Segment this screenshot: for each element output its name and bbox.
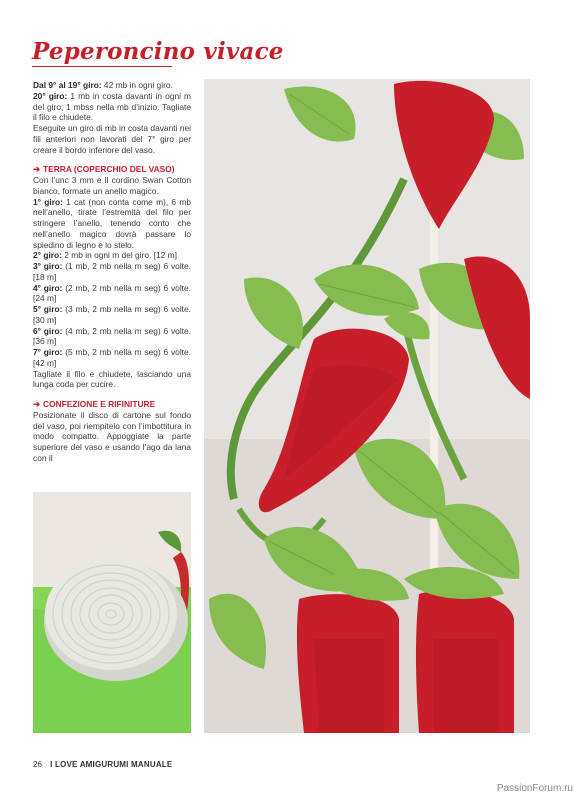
section-heading-text: CONFEZIONE E RIFINITURE bbox=[43, 399, 156, 409]
arrow-right-icon: ➔ bbox=[33, 164, 41, 175]
paragraph: Tagliate il filo e chiudete, lasciando una lunga coda per cucire. bbox=[33, 368, 191, 390]
round-label: 1° giro: bbox=[33, 196, 63, 207]
round-label: 7° giro: bbox=[33, 347, 63, 357]
paragraph bbox=[33, 197, 191, 251]
round-text: 1 cat (non conta come m), 6 mb nell’anello, tirate l’estremità del filo per stringere l’anello, tenendo conto che nell’anello magico dovrà passare lo spiedino di legno e lo stelo. bbox=[33, 196, 191, 250]
round-text: (2 mb, 2 mb nella m seg) 6 volte. [24 m] bbox=[33, 282, 191, 304]
photo-chili-plant bbox=[204, 79, 530, 733]
paragraph bbox=[33, 326, 191, 348]
round-text: 42 mb in ogni giro. bbox=[101, 80, 173, 90]
round-label: 3° giro: bbox=[33, 261, 63, 271]
paragraph: Posizionate il disco di cartone sul fondo del vaso, poi riempitelo con l’imbottitura in modo compatto. Appoggiate la parte superiore del vaso e usando l’ago da lana con il bbox=[33, 409, 191, 463]
round-label: 2° giro: bbox=[33, 250, 62, 261]
chili-plant-illustration bbox=[204, 79, 530, 733]
section-heading-terra bbox=[33, 164, 191, 175]
paragraph: Eseguite un giro di mb in costa davanti nei fili anteriori non lavorati del 7° giro per creare il bordo inferiore del vaso. bbox=[33, 123, 191, 155]
page-footer bbox=[33, 760, 172, 769]
paragraph bbox=[33, 347, 191, 369]
round-text: (4 mb, 2 mb nella m seg) 6 volte. [36 m] bbox=[33, 325, 191, 347]
paragraph bbox=[33, 304, 191, 326]
round-label: 20° giro: bbox=[33, 90, 68, 101]
photo-lid bbox=[33, 492, 191, 733]
magazine-name: I LOVE AMIGURUMI MANUALE bbox=[50, 760, 173, 769]
round-label: 5° giro: bbox=[33, 304, 63, 314]
section-heading-confezione bbox=[33, 399, 191, 410]
round-text: (1 mb, 2 mb nella m seg) 6 volte. [18 m] bbox=[33, 261, 191, 282]
round-label: Dal 9° al 19° giro: bbox=[33, 80, 102, 90]
paragraph bbox=[33, 250, 191, 261]
section-heading-text: TERRA (COPERCHIO DEL VASO) bbox=[43, 164, 175, 175]
arrow-right-icon: ➔ bbox=[33, 399, 41, 409]
paragraph bbox=[33, 80, 191, 91]
watermark: PassionForum.ru bbox=[496, 783, 573, 794]
paragraph bbox=[33, 283, 191, 305]
round-text: 2 mb in ogni m del giro. [12 m] bbox=[61, 250, 177, 261]
round-text: 1 mb in costa davanti in ogni m del giro; 1 mbss nella mb d’inizio. Tagliate il filo e chiudete. bbox=[33, 90, 191, 123]
page-number: 26 bbox=[33, 760, 42, 769]
paragraph: Con l’unc 3 mm e il cordino Swan Cotton bianco, formate un anello magico. bbox=[33, 175, 191, 196]
lid-illustration bbox=[33, 492, 191, 733]
round-label: 4° giro: bbox=[33, 282, 63, 293]
round-text: (3 mb, 2 mb nella m seg) 6 volte. [30 m] bbox=[33, 304, 191, 325]
page-title: Peperoncino vivace bbox=[32, 38, 284, 65]
instructions-column bbox=[33, 80, 191, 464]
paragraph bbox=[33, 91, 191, 123]
round-label: 6° giro: bbox=[33, 325, 63, 336]
paragraph bbox=[33, 261, 191, 283]
round-text: (5 mb, 2 mb nella m seg) 6 volte. [42 m] bbox=[33, 347, 191, 368]
title-underline bbox=[32, 66, 172, 67]
